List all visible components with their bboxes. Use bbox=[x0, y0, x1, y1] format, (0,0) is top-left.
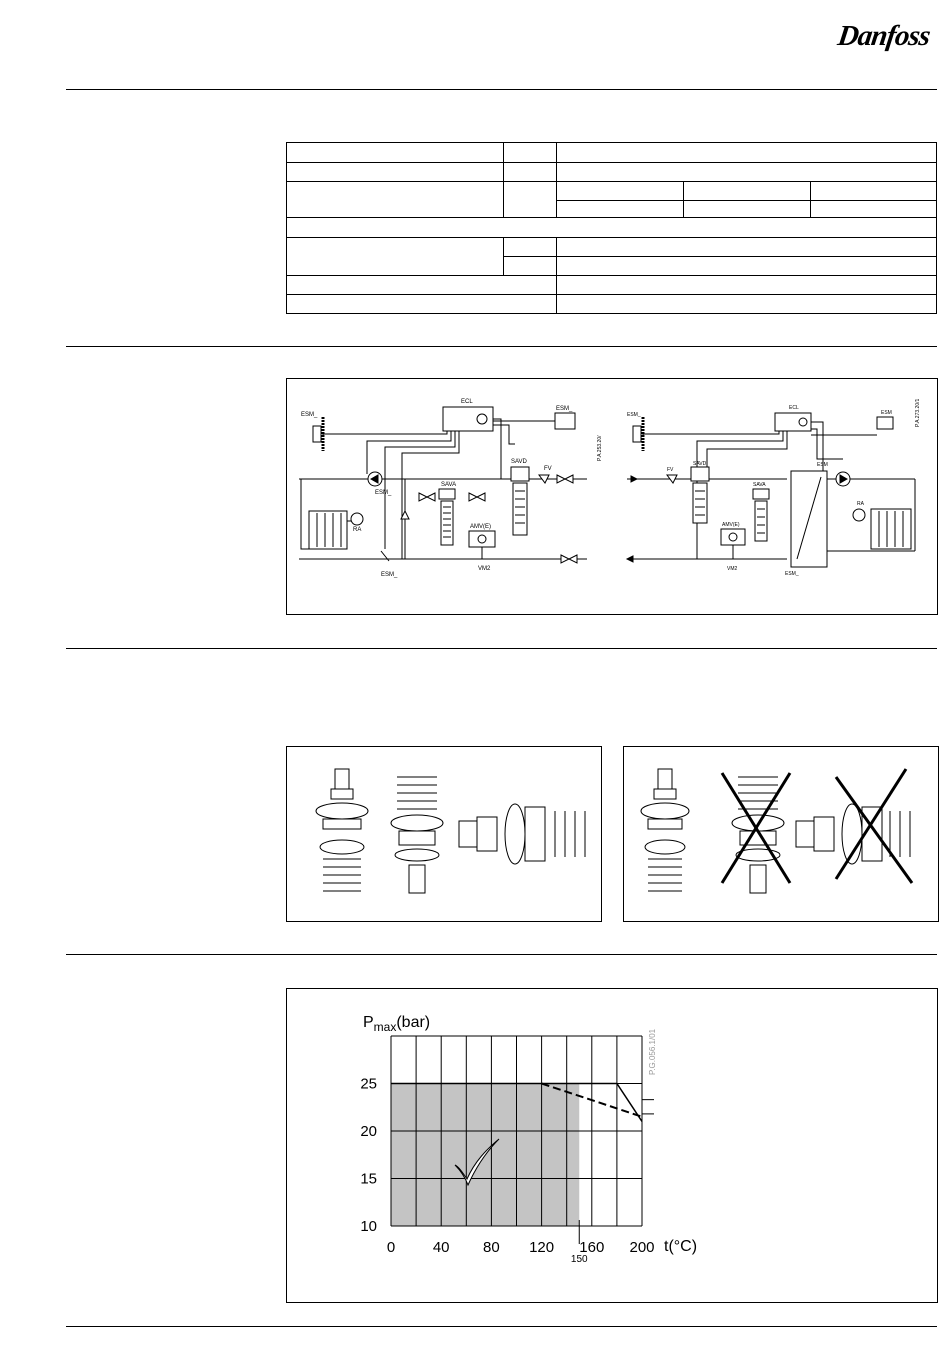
table-cell bbox=[287, 295, 557, 314]
label-code-right: P.A.273.20/1 bbox=[915, 398, 921, 427]
marker-label: 150 bbox=[570, 1254, 588, 1265]
ecl-controller-icon bbox=[443, 407, 493, 431]
label-fv: FV bbox=[544, 466, 552, 472]
x-tick-label: 0 bbox=[386, 1239, 396, 1256]
chart-code: P.G.056.1/01 bbox=[648, 1028, 657, 1075]
label-esm-outdoor: ESM_ bbox=[556, 406, 573, 412]
section-rule bbox=[66, 346, 937, 347]
label-ra: RA bbox=[353, 527, 362, 533]
table-cell bbox=[287, 163, 504, 182]
section-rule bbox=[66, 1326, 937, 1327]
table-cell bbox=[557, 276, 937, 295]
table-cell bbox=[557, 182, 684, 201]
table-cell bbox=[287, 143, 504, 163]
label-esm-bottom: ESM_ bbox=[785, 571, 799, 577]
y-tick-label: 20 bbox=[360, 1123, 377, 1140]
application-diagrams-box bbox=[286, 378, 938, 615]
table-cell bbox=[684, 182, 811, 201]
label-savd: SAVD bbox=[511, 459, 527, 465]
label-vm2-right: VM2 bbox=[727, 566, 738, 572]
section-rule bbox=[66, 648, 937, 649]
savd-valve-icon bbox=[511, 467, 529, 481]
mounting-not-allowed-box bbox=[623, 746, 939, 922]
mounting-allowed bbox=[287, 747, 601, 921]
table-cell bbox=[287, 238, 504, 276]
label-ecl: ECL bbox=[461, 399, 473, 405]
room-sensor-icon bbox=[633, 426, 641, 442]
valve-horizontal-icon bbox=[459, 804, 585, 864]
outdoor-sensor-icon bbox=[555, 413, 575, 429]
y-tick-label: 25 bbox=[360, 1075, 377, 1093]
valve-spring-up-icon bbox=[391, 777, 443, 893]
valve-spring-up-icon bbox=[722, 773, 790, 893]
label-ra-right: RA bbox=[857, 501, 864, 507]
savd-valve-icon bbox=[691, 467, 709, 481]
label-code-left: P.A.253.20/ bbox=[597, 435, 603, 461]
table-cell bbox=[287, 182, 504, 218]
amv-actuator-icon bbox=[469, 531, 495, 547]
mounting-allowed-box bbox=[286, 746, 602, 922]
table-cell bbox=[287, 218, 937, 238]
sava-valve-icon bbox=[753, 489, 769, 499]
valve-spring-down-icon bbox=[316, 769, 368, 891]
section-rule bbox=[66, 89, 937, 90]
x-axis-label: t(°C) bbox=[664, 1238, 698, 1255]
section-rule bbox=[66, 954, 937, 955]
table-cell bbox=[684, 201, 811, 218]
label-ecl-right: ECL bbox=[789, 405, 799, 411]
mounting-not-allowed bbox=[624, 747, 938, 921]
amv-actuator-icon bbox=[721, 529, 745, 545]
y-tick-label: 10 bbox=[360, 1218, 377, 1235]
table-cell bbox=[557, 238, 937, 257]
ecl-controller-icon bbox=[775, 413, 811, 431]
label-esm-supply: ESM_ bbox=[375, 490, 392, 496]
room-sensor-icon bbox=[313, 426, 321, 442]
outdoor-sensor-icon bbox=[877, 417, 893, 429]
table-cell bbox=[811, 201, 937, 218]
table-cell bbox=[504, 163, 557, 182]
label-vm2: VM2 bbox=[478, 566, 491, 572]
table-cell bbox=[557, 201, 684, 218]
label-amv-right: AMV(E) bbox=[722, 522, 740, 528]
table-cell bbox=[557, 257, 937, 276]
x-tick-label: 40 bbox=[432, 1239, 450, 1256]
sava-valve-icon bbox=[439, 489, 455, 499]
table-cell bbox=[557, 163, 937, 182]
table-cell bbox=[811, 182, 937, 201]
table-cell bbox=[557, 143, 937, 163]
table-cell bbox=[504, 257, 557, 276]
valve-spring-down-icon bbox=[641, 769, 689, 891]
diagram-right bbox=[627, 413, 915, 567]
label-amv: AMV(E) bbox=[470, 524, 491, 530]
radiator-icon bbox=[871, 509, 911, 549]
label-esm-room: ESM_ bbox=[301, 412, 318, 418]
table-cell bbox=[557, 295, 937, 314]
label-sava: SAVA bbox=[441, 482, 457, 488]
danfoss-logo bbox=[832, 18, 938, 56]
valve-horizontal-icon bbox=[796, 769, 912, 883]
x-tick-label: 160 bbox=[579, 1239, 605, 1256]
logo-text: Danfoss bbox=[835, 20, 932, 52]
x-tick-label: 200 bbox=[629, 1239, 655, 1256]
table-cell bbox=[504, 182, 557, 218]
label-esm-return: ESM_ bbox=[381, 572, 398, 578]
ra-valve-icon bbox=[853, 509, 865, 521]
label-esm-hex: ESM bbox=[817, 462, 828, 468]
pressure-temperature-chart-box bbox=[286, 988, 938, 1303]
specification-table bbox=[286, 142, 937, 314]
table-cell bbox=[287, 276, 557, 295]
table-cell bbox=[504, 238, 557, 257]
x-tick-label: 120 bbox=[529, 1239, 555, 1256]
label-fv-right: FV bbox=[667, 467, 674, 473]
x-tick-label: 80 bbox=[483, 1239, 500, 1256]
label-sava-right: SAVA bbox=[753, 482, 766, 488]
pressure-temperature-chart bbox=[287, 989, 937, 1302]
y-axis-label: $P_{max}(bar)$ bbox=[363, 1014, 431, 1034]
ra-valve-icon bbox=[351, 513, 363, 525]
label-esm-room-right: ESM_ bbox=[627, 412, 641, 418]
y-tick-label: 15 bbox=[360, 1170, 377, 1188]
table-cell bbox=[504, 143, 557, 163]
label-savd-right: SAVD bbox=[693, 461, 707, 467]
label-esm-outdoor-right: ESM bbox=[881, 410, 892, 416]
application-diagrams bbox=[287, 379, 937, 614]
